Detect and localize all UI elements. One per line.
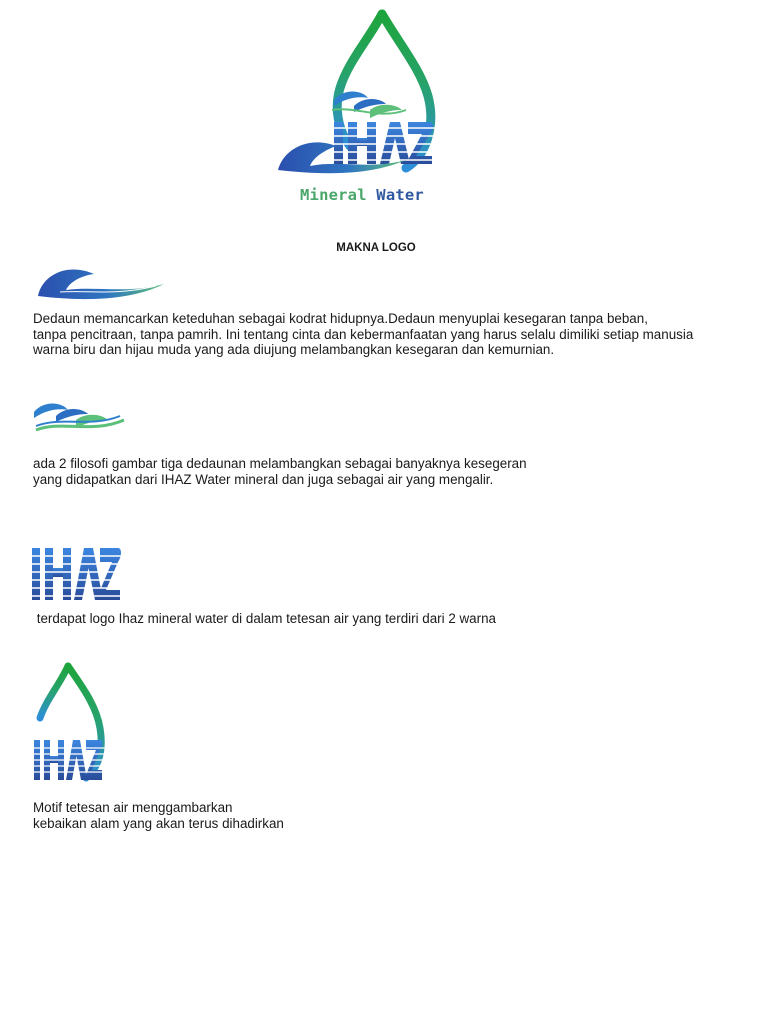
logo-small-leaves-icon bbox=[332, 92, 406, 119]
section-3-text: terdapat logo Ihaz mineral water di dalam tetesan air yang terdiri dari 2 warna bbox=[33, 611, 496, 626]
leaf-wave-icon bbox=[36, 264, 166, 300]
tagline-word-water: Water bbox=[376, 186, 424, 204]
tagline-word-mineral: Mineral bbox=[300, 186, 367, 204]
three-leaves-icon bbox=[32, 398, 128, 434]
water-drop-icon bbox=[30, 662, 110, 786]
section-2-text: ada 2 filosofi gambar tiga dedaunan melambangkan sebagai banyaknya kesegeran yang didapatkan dari IHAZ Water mineral dan juga sebagai air yang mengalir. bbox=[33, 456, 527, 487]
ihaz-wordmark-icon bbox=[30, 546, 122, 602]
section-4-text: Motif tetesan air menggambarkan kebaikan alam yang akan terus dihadirkan bbox=[33, 800, 284, 831]
page-title: MAKNA LOGO bbox=[336, 242, 416, 254]
section-1-text: Dedaun memancarkan keteduhan sebagai kodrat hidupnya.Dedaun menyuplai kesegaran tanpa beban, tanpa pencitraan, tanpa pamrih. Ini tentang cinta dan kebermanfaatan yang harus selalu dimiliki setiap manusia warna biru dan hijau muda yang ada diujung melambangkan kesegaran dan kemurnian. bbox=[33, 311, 694, 357]
water-drop-logo-icon bbox=[270, 10, 470, 210]
main-logo bbox=[270, 10, 470, 210]
brand-tagline bbox=[300, 186, 458, 204]
